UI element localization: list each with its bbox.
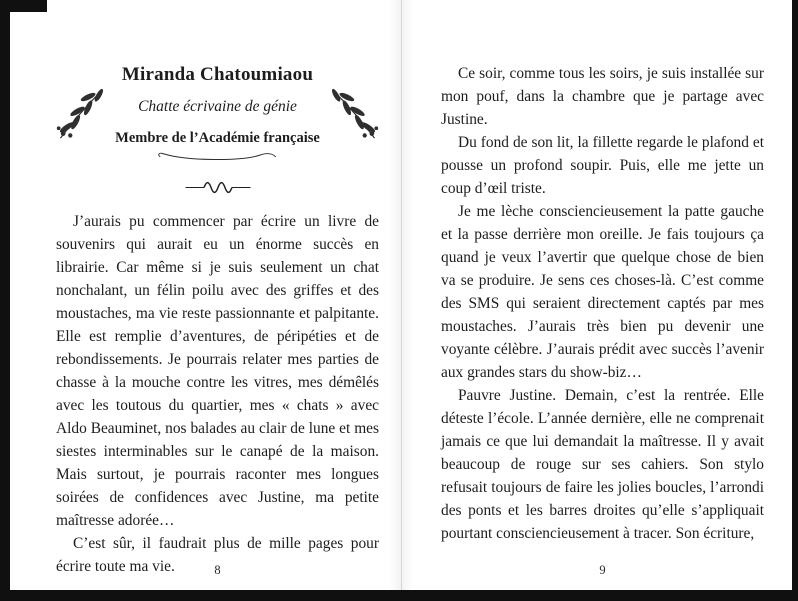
chapter-header-text	[110, 64, 325, 163]
body-paragraph: Pauvre Justine. Demain, c’est la rentrée. Elle déteste l’école. L’année dernière, elle ne comprenait jamais ce que lui demandait la maîtresse. Il y avait beaucoup de rouge sur ses cahiers. Son stylo refusait toujours de faire les jolies boucles, l’arrondi des ponts et les barres droites qu’elle s’appliquait pourtant consciencieusement à tracer. Son écriture,	[441, 387, 764, 542]
chapter-membership: Membre de l’Académie française	[115, 130, 320, 146]
body-paragraph: Ce soir, comme tous les soirs, je suis installée sur mon pouf, dans la chambre que je partage avec Justine.	[441, 65, 764, 128]
olive-branch-left-icon	[56, 86, 106, 142]
chapter-subtitle: Chatte écrivaine de génie	[138, 98, 297, 115]
body-paragraph: Du fond de son lit, la fillette regarde le plafond et pousse un profond soupir. Puis, elle me jette un coup d’œil triste.	[441, 134, 764, 197]
page-left	[10, 0, 393, 590]
flourish-swash-icon	[110, 149, 325, 163]
book-spread	[10, 0, 792, 590]
body-paragraph: C’est sûr, il faudrait plus de mille pages pour écrire toute ma vie.	[56, 535, 379, 575]
olive-branch-right-icon	[329, 86, 379, 142]
body-paragraph: J’aurais pu commencer par écrire un livre de souvenirs qui aurait eu un énorme succès en librairie. Car même si je suis seulement un chat nonchalant, un félin poilu avec des griffes et des moustaches, ma vie reste passionnante et palpitante. Elle est remplie d’aventures, de péripéties et de rebondissements. Je pourrais relater mes parties de chasse à la mouche contre les vitres, mes démêlés avec les toutous du quartier, mes « chats » avec Aldo Beauminet, nos balades au clair de lune et mes siestes interminables sur le canapé de la maison. Mais surtout, je pourrais raconter mes longues soirées de confidences avec Justine, ma petite maîtresse adorée…	[56, 213, 379, 529]
page-number-right: 9	[599, 563, 606, 577]
page-right	[393, 0, 792, 590]
scan-edge-corner	[0, 0, 47, 12]
page-number-left: 8	[214, 563, 221, 577]
page-gutter	[401, 0, 402, 590]
chapter-title: Miranda Chatoumiaou	[121, 64, 314, 85]
section-divider-icon	[56, 181, 379, 194]
body-paragraph: Je me lèche consciencieusement la patte gauche et la passe derrière mon oreille. Je fais toujours ça quand je veux l’avertir que quelque chose de bien va se produire. Je sens ces choses-là. C’est comme des SMS qui seraient directement captés par mes moustaches. J’aurais très bien pu devenir une voyante célèbre. J’aurais prédit avec succès l’avenir aux grandes stars du show-biz…	[441, 203, 764, 381]
chapter-header	[56, 64, 379, 163]
